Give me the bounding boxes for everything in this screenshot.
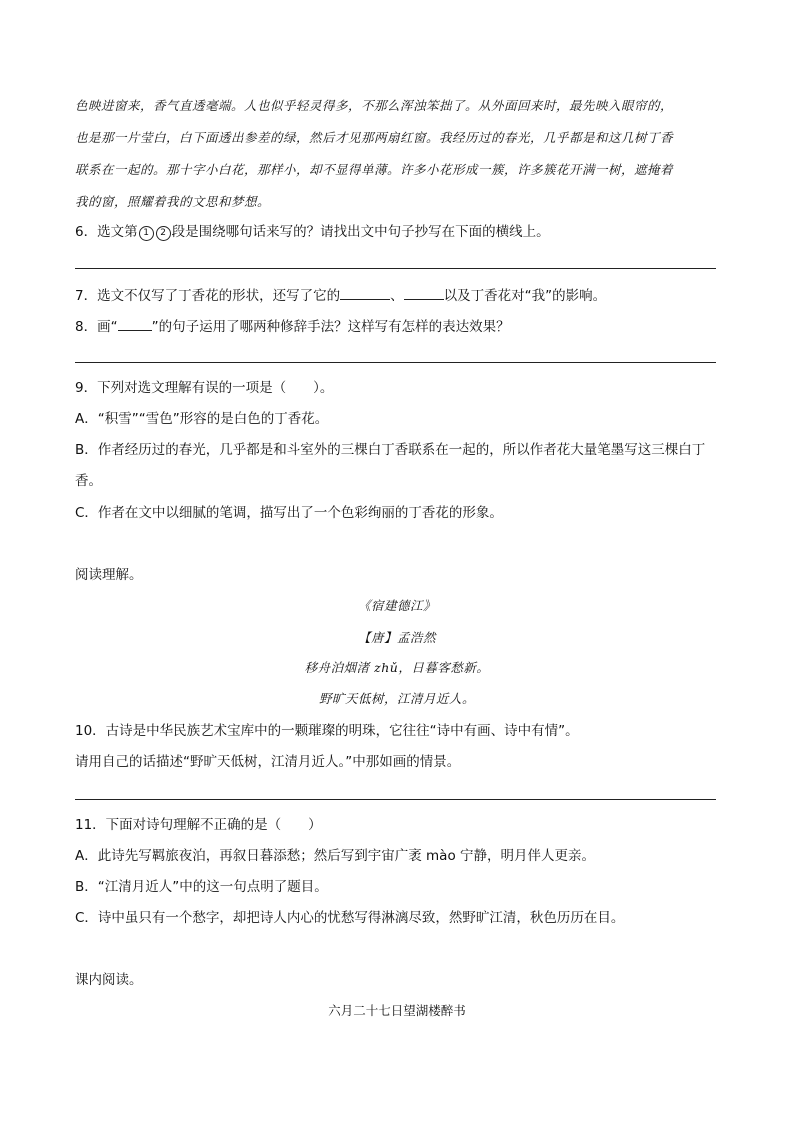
question-9-option-b[interactable]: B．作者经历过的春光，几乎都是和斗室外的三棵白丁香联系在一起的，所以作者花大量笔墨写这三棵白丁 [75,442,706,458]
q7-part-a: 7．选文不仅写了丁香花的形状，还写了它的 [75,288,341,304]
question-8 [75,316,510,337]
circled-number-1: 1 [139,226,154,241]
passage-line-1: 色映进窗来，香气直透毫端。人也似乎轻灵得多，不那么浑浊笨拙了。从外面回来时，最先映入眼帘的， [75,98,674,113]
q8-part-a: 8．画“ [75,319,118,335]
q6-prefix: 6．选文第 [75,224,138,240]
poem-line-2: 野旷天低树，江清月近人。 [318,691,475,706]
section-heading-inclass: 课内阅读。 [75,972,143,988]
passage-line-2: 也是那一片莹白，白下面透出参差的绿，然后才见那两扇红窗。我经历过的春光，几乎都是和这几树丁香 [75,130,674,145]
poem-line-1: 移舟泊烟渚 zhǔ，日暮客愁新。 [304,660,490,675]
q7-part-b: 、 [390,288,404,304]
passage-line-3: 联系在一起的。那十字小白花，那样小，却不显得单薄。许多小花形成一簇，许多簇花开满一树，遮掩着 [75,162,674,177]
question-10-line-1: 10．古诗是中华民族艺术宝库中的一颗璀璨的明珠，它往往“诗中有画、诗中有情”。 [75,723,579,739]
question-9-option-a[interactable]: A．“积雪”“雪色”形容的是白色的丁香花。 [75,411,329,427]
question-11-option-a[interactable]: A．此诗先写羁旅夜泊，再叙日暮添愁；然后写到宇宙广袤 mào 宁静，明月伴人更亲。 [75,848,595,864]
section-heading-reading: 阅读理解。 [75,567,143,583]
question-10-line-2: 请用自己的话描述“野旷天低树，江清月近人。”中那如画的情景。 [75,754,461,770]
answer-line-q6[interactable] [75,268,716,269]
poem-title: 《宿建德江》 [357,598,436,613]
poem-author: 【唐】孟浩然 [357,630,436,645]
q7-blank-1[interactable] [340,285,390,300]
question-9-option-b-cont: 香。 [75,473,102,489]
answer-line-q8[interactable] [75,362,716,363]
question-11-option-b[interactable]: B．“江清月近人”中的这一句点明了题目。 [75,879,328,895]
q7-blank-2[interactable] [404,285,444,300]
question-11-stem: 11．下面对诗句理解不正确的是（ ） [75,817,322,833]
question-9-option-c[interactable]: C．作者在文中以细腻的笔调，描写出了一个色彩绚丽的丁香花的形象。 [75,505,503,521]
q8-part-b: ”的句子运用了哪两种修辞手法？这样写有怎样的表达效果？ [151,319,510,335]
question-9-stem: 9．下列对选文理解有误的一项是（ ）。 [75,380,334,396]
answer-line-q10[interactable] [75,799,716,800]
q6-suffix: 段是围绕哪句话来写的？请找出文中句子抄写在下面的横线上。 [171,224,550,240]
question-7 [75,285,606,306]
passage-line-4: 我的窗，照耀着我的文思和梦想。 [75,194,271,209]
question-6 [75,222,550,242]
q8-underline-sample [118,316,152,331]
question-11-option-c[interactable]: C．诗中虽只有一个愁字，却把诗人内心的忧愁写得淋漓尽致，然野旷江清，秋色历历在目。 [75,910,625,926]
q7-part-c: 以及丁香花对“我”的影响。 [443,288,607,304]
circled-number-2: 2 [156,226,171,241]
poem-title-2: 六月二十七日望湖楼醉书 [328,1003,466,1018]
